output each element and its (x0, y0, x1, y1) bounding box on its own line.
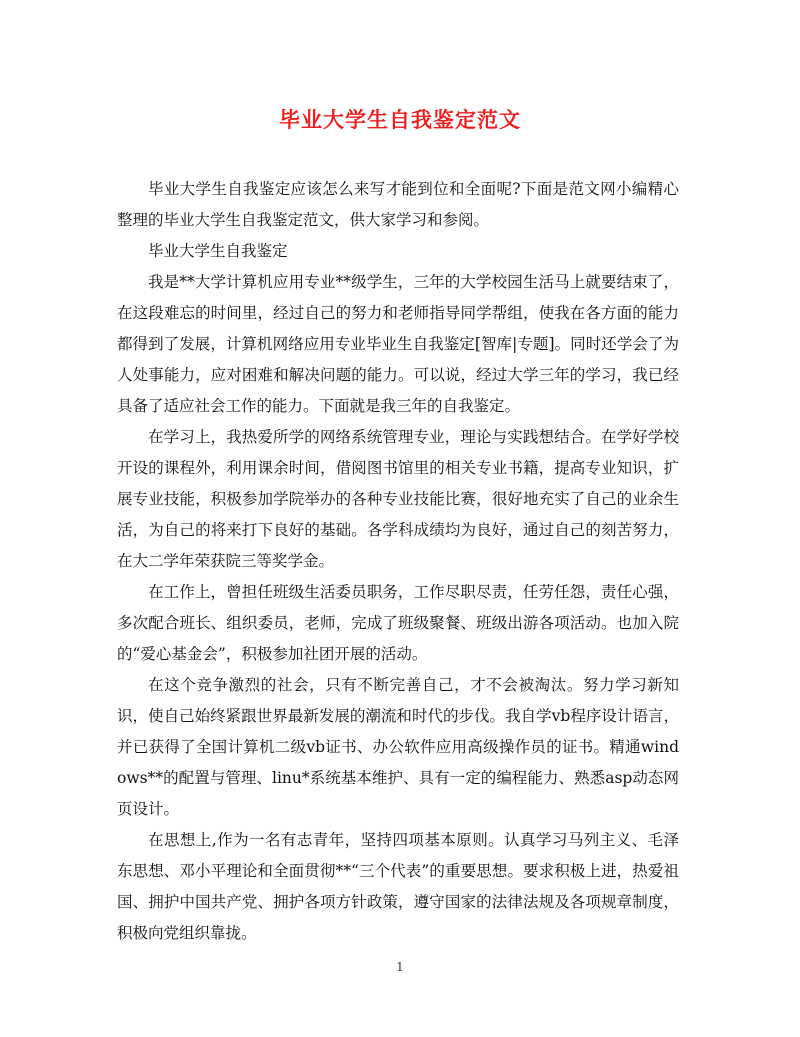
paragraph-work: 在工作上，曾担任班级生活委员职务，工作尽职尽责，任劳任怨，责任心强，多次配合班长、组织委员，老师，完成了班级聚餐、班级出游各项活动。也加入院的“爱心基金会”，积极参加社团开展的活动。 (117, 583, 679, 663)
document-title: 毕业大学生自我鉴定范文 (279, 107, 521, 132)
paragraph-self-intro: 我是**大学计算机应用专业**级学生，三年的大学校园生活马上就要结束了，在这段难忘的时间里，经过自己的努力和老师指导同学帮组，使我在各方面的能力都得到了发展，计算机网络应用专业毕业生自我鉴定[智库|专题]。同时还学会了为人处事能力，应对困难和解决问题的能力。可以说，经过大学三年的学习，我已经具备了适应社会工作的能力。下面就是我三年的自我鉴定。 (117, 273, 679, 415)
paragraph-intro: 毕业大学生自我鉴定应该怎么来写才能到位和全面呢?下面是范文网小编精心整理的毕业大学生自我鉴定范文，供大家学习和参阅。 (117, 180, 679, 229)
document-body (117, 174, 679, 949)
paragraph-ideology: 在思想上,作为一名有志青年，坚持四项基本原则。认真学习马列主义、毛泽东思想、邓小平理论和全面贯彻**“三个代表”的重要思想。要求积极上进，热爱祖国、拥护中国共产党、拥护各项方针政策，遵守国家的法律法规及各项规章制度，积极向党组织靠拢。 (117, 831, 679, 942)
page-number: 1 (396, 960, 404, 974)
paragraph-study: 在学习上，我热爱所学的网络系统管理专业，理论与实践想结合。在学好学校开设的课程外，利用课余时间，借阅图书馆里的相关专业书籍，提高专业知识，扩展专业技能，积极参加学院举办的各种专业技能比赛，很好地充实了自己的业余生活，为自己的将来打下良好的基础。各学科成绩均为良好，通过自己的刻苦努力，在大二学年荣获院三等奖学金。 (117, 428, 679, 570)
paragraph-skills: 在这个竞争激烈的社会，只有不断完善自己，才不会被淘汰。努力学习新知识，使自己始终紧跟世界最新发展的潮流和时代的步伐。我自学vb程序设计语言，并已获得了全国计算机二级vb证书、办公软件应用高级操作员的证书。精通windows**的配置与管理、linu*系统基本维护、具有一定的编程能力、熟悉asp动态网页设计。 (117, 676, 679, 818)
paragraph-subheading: 毕业大学生自我鉴定 (148, 242, 288, 260)
